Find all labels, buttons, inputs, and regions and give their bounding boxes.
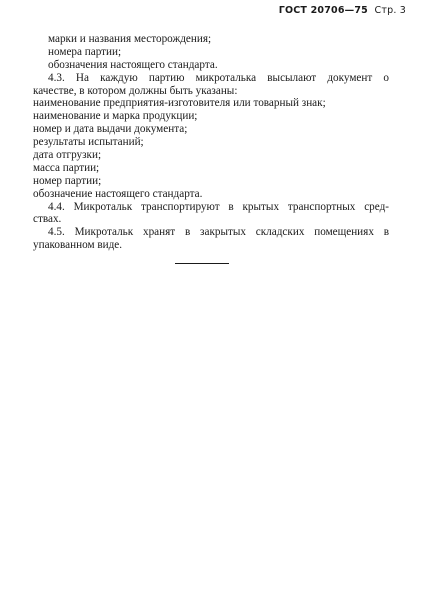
text-line: номера партии; — [48, 45, 122, 58]
paragraph-4-5-line-1: 4.5. Микротальк хранят в закрытых складских помещениях в — [48, 226, 389, 239]
text-line: масса партии; — [33, 161, 100, 174]
page-number: Стр. 3 — [374, 5, 406, 16]
text-line: наименование предприятия-изготовителя или товарный знак; — [33, 97, 326, 110]
paragraph-4-3-line-1: 4.3. На каждую партию микроталька высылают документ о — [48, 71, 389, 84]
document-body — [33, 33, 389, 252]
text-line: результаты испытаний; — [33, 136, 144, 149]
text-line: номер партии; — [33, 174, 102, 187]
paragraph-4-5-line-2: упакованном виде. — [33, 239, 123, 252]
text-line: обозначение настоящего стандарта. — [33, 187, 203, 200]
text-line: дата отгрузки; — [33, 149, 102, 162]
standard-number: ГОСТ 20706—75 — [278, 5, 368, 16]
paragraph-4-3-line-2: качестве, в котором должны быть указаны: — [33, 84, 238, 97]
text-line: обозначения настоящего стандарта. — [48, 58, 218, 71]
text-line: номер и дата выдачи документа; — [33, 123, 188, 136]
paragraph-4-4-line-1: 4.4. Микротальк транспортируют в крытых транспортных сред- — [48, 200, 389, 213]
page-header — [279, 5, 406, 16]
end-divider — [175, 263, 229, 264]
paragraph-4-4-line-2: ствах. — [33, 213, 62, 226]
text-line: марки и названия месторождения; — [48, 33, 212, 45]
text-line: наименование и марка продукции; — [33, 110, 198, 123]
